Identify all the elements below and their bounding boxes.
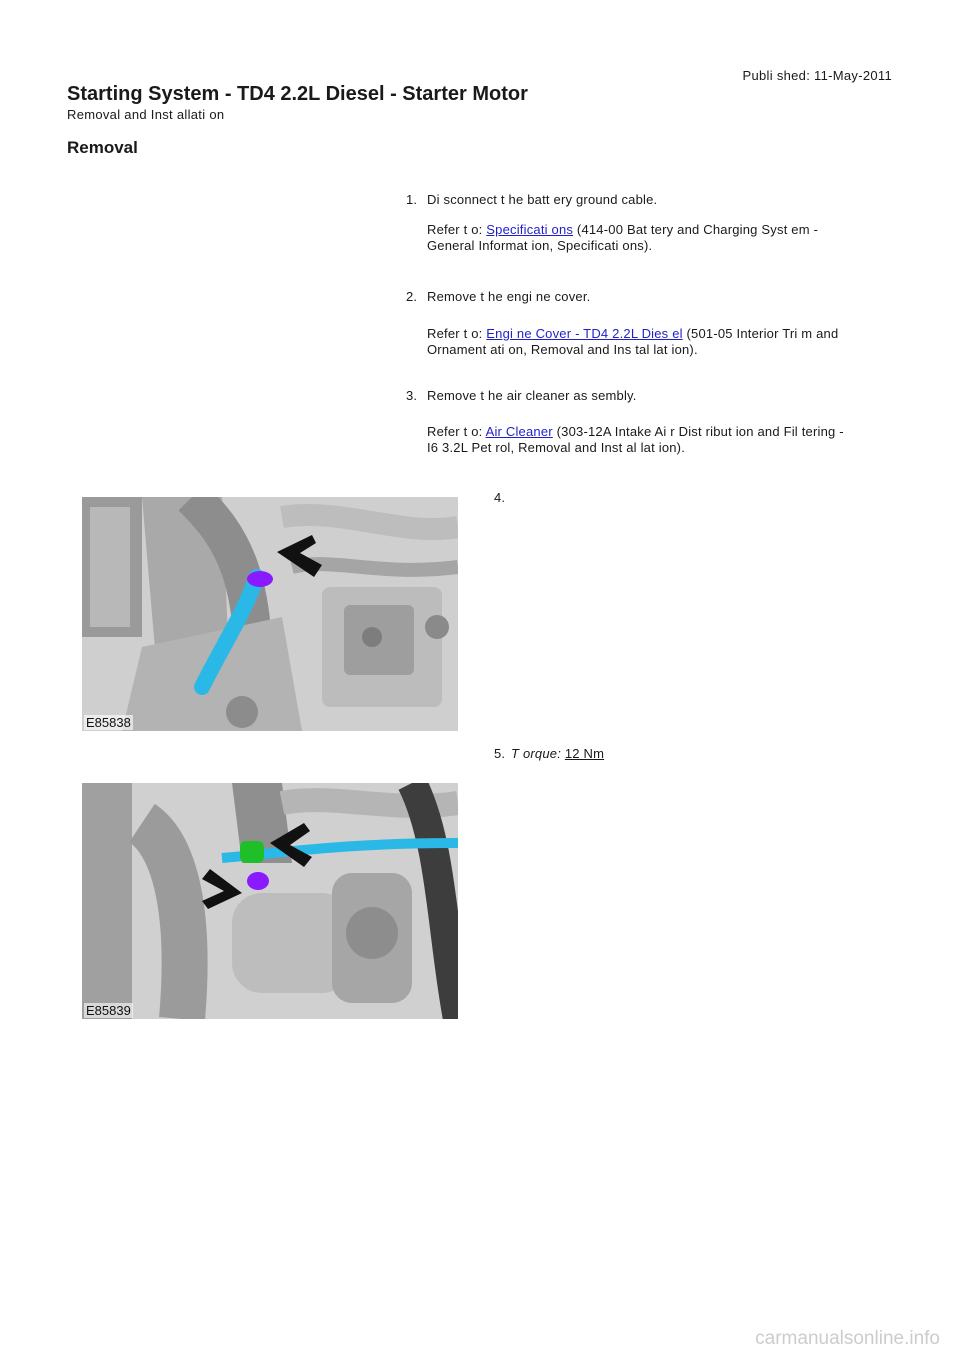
refer-prefix: Refer t o: bbox=[427, 222, 483, 237]
step-number: 2. bbox=[406, 289, 418, 304]
step-reference bbox=[427, 424, 892, 456]
section-title-removal: Removal bbox=[67, 138, 138, 157]
refer-line2: Ornament ati on, Removal and Ins tal lat ion). bbox=[427, 342, 698, 357]
torque-value: 12 Nm bbox=[564, 746, 605, 761]
step-number: 1. bbox=[406, 192, 418, 207]
figure-e85838 bbox=[82, 497, 458, 731]
link-engine-cover[interactable]: Engi ne Cover - TD4 2.2L Dies el bbox=[486, 326, 683, 341]
step-reference bbox=[427, 222, 892, 254]
step-number: 4. bbox=[494, 490, 506, 505]
step-action: Remove t he air cleaner as sembly. bbox=[427, 388, 637, 403]
figure-label: E85838 bbox=[86, 715, 131, 730]
refer-suffix: (414-00 Bat tery and Charging Syst em - bbox=[576, 222, 819, 237]
torque-label: T orque: bbox=[511, 746, 562, 761]
published-date: Publi shed: 11-May-2011 bbox=[742, 68, 892, 83]
step-reference bbox=[427, 326, 892, 358]
refer-suffix: (303-12A Intake Ai r Dist ribut ion and Fil tering - bbox=[556, 424, 844, 439]
figure-label: E85839 bbox=[86, 1003, 131, 1018]
engine-illustration-2 bbox=[82, 783, 458, 1019]
step-number: 3. bbox=[406, 388, 418, 403]
step-action: Di sconnect t he batt ery ground cable. bbox=[427, 192, 658, 207]
step-number: 5. bbox=[494, 746, 506, 761]
figure-e85839 bbox=[82, 783, 458, 1019]
torque-spec bbox=[511, 746, 604, 762]
refer-line2: I6 3.2L Pet rol, Removal and Inst al lat ion). bbox=[427, 440, 686, 455]
refer-prefix: Refer t o: bbox=[427, 326, 483, 341]
page-title: Starting System - TD4 2.2L Diesel - Starter Motor bbox=[67, 83, 528, 105]
refer-prefix: Refer t o: bbox=[427, 424, 483, 439]
refer-line2: General Informat ion, Specificati ons). bbox=[427, 238, 653, 253]
watermark: carmanualsonline.info bbox=[755, 1328, 940, 1349]
page-subtitle: Removal and Inst allati on bbox=[67, 107, 225, 122]
link-specifications[interactable]: Specificati ons bbox=[486, 222, 574, 237]
step-action: Remove t he engi ne cover. bbox=[427, 289, 591, 304]
refer-suffix: (501-05 Interior Tri m and bbox=[686, 326, 839, 341]
link-air-cleaner[interactable]: Air Cleaner bbox=[485, 424, 553, 439]
engine-illustration-1 bbox=[82, 497, 458, 731]
